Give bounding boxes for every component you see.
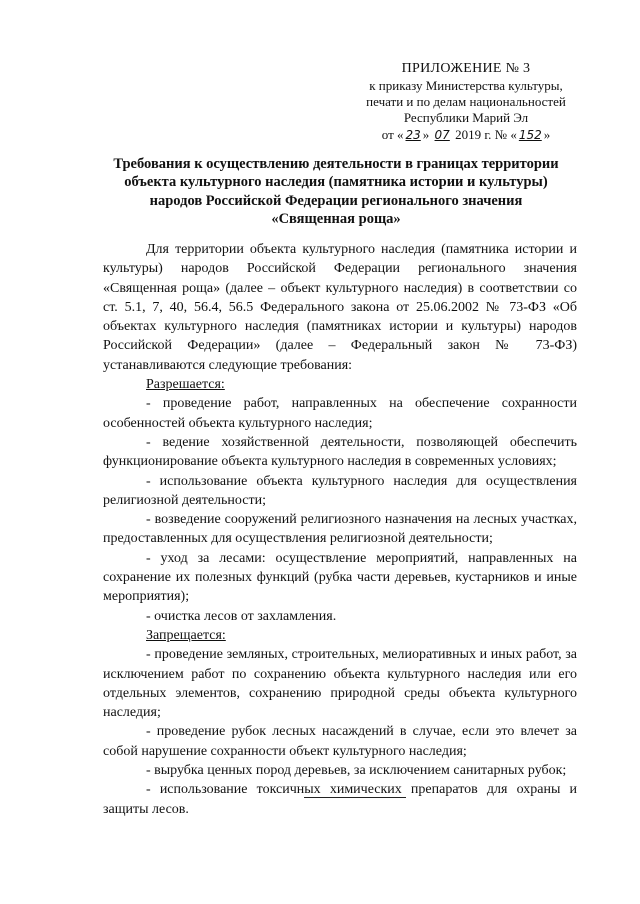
handwritten-order-number: 152 [518,128,542,142]
allowed-item: - очистка лесов от захламления. [146,608,337,624]
forbidden-item: - проведение рубок лесных насаждений в случае, если это влечет за собой нарушение сохранности объект культурного наследия; [103,724,577,759]
document-body [103,240,577,819]
appendix-heading: ПРИЛОЖЕНИЕ № 3 [401,61,531,76]
allowed-item: - уход за лесами: осуществление мероприятий, направленных на сохранение их полезных функций (рубка части деревьев, кустарников и иные мероприятия); [103,550,577,605]
allowed-item: - проведение работ, направленных на обеспечение сохранности особенностей объекта культурного наследия; [103,396,577,431]
forbidden-item: - вырубка ценных пород деревьев, за исключением санитарных рубок; [146,763,567,779]
appendix-republic-line: Республики Марий Эл [403,110,529,125]
appendix-date-line [360,127,572,143]
allowed-item: - возведение сооружений религиозного назначения на лесных участках, предоставленных для осуществления религиозной деятельности; [103,512,577,547]
end-separator-line [304,797,406,798]
forbidden-item: - проведение земляных, строительных, мелиоративных и иных работ, за исключением работ по сохранению объекта культурного наследия или его отдельных элементов, сохранению природной среды объекта культурного наследия; [103,647,577,721]
forbidden-heading-text: Запрещается: [146,627,226,643]
date-mid: 2019 г. № « [455,127,517,142]
handwritten-day: 23 [405,128,421,142]
allowed-item: - использование объекта культурного наследия для осуществления религиозной деятельности; [103,473,577,508]
appendix-block [360,60,572,143]
allowed-item: - ведение хозяйственной деятельности, позволяющей обеспечить функционирование объекта культурного наследия в современных условиях; [103,434,577,470]
allowed-heading-text: Разрешается: [146,377,225,393]
date-suffix: » [543,127,551,142]
intro-paragraph: Для территории объекта культурного наследия (памятника истории и культуры) народов Российской Федерации регионального значения «Священная роща» (далее – объект культурного наследия) в соответствии со ст. 5.1, 7, 40, 56.4, 56.5 Федерального закона от 25.06.2002 № 73-ФЗ «Об объектах культурного наследия (памятниках истории и культуры) народов Российской Федерации» (далее – Федеральный закон № 73-ФЗ) устанавливаются следующие требования: [103,242,577,373]
title-line-2: объекта культурного наследия (памятника истории и культуры) [124,174,548,191]
date-prefix: от « [381,127,404,142]
title-line-4: «Священная роща» [271,210,401,227]
date-sep: » [422,127,430,142]
appendix-order-line: к приказу Министерства культуры, [369,78,563,93]
appendix-ministry-line: печати и по делам национальностей [366,94,566,109]
forbidden-item: - использование токсичных химических препаратов для охраны и защиты лесов. [103,782,577,817]
title-line-3: народов Российской Федерации регионального значения [149,192,523,209]
allowed-heading [103,375,577,394]
handwritten-month: 07 [434,128,450,142]
title-line-1: Требования к осуществлению деятельности в границах территории [113,156,559,172]
forbidden-heading [103,626,577,645]
document-title [90,155,582,228]
